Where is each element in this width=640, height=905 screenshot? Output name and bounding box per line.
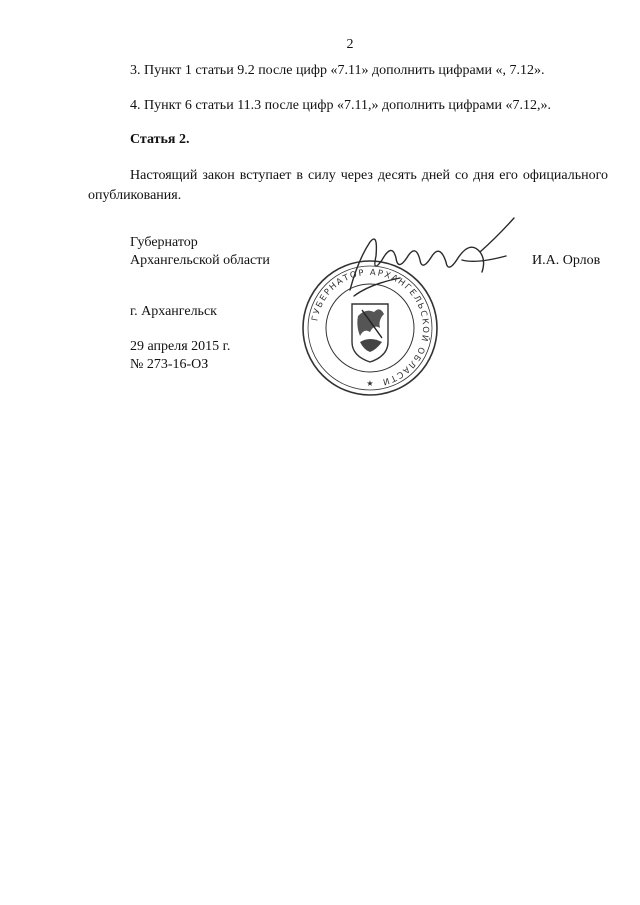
signing-place: г. Архангельск (130, 304, 217, 319)
handwritten-signature (330, 212, 530, 312)
amendment-item-3: 3. Пункт 1 статьи 9.2 после цифр «7.11» дополнить цифрами «, 7.12». (130, 63, 545, 78)
law-number: № 273-16-ОЗ (130, 357, 209, 372)
amendment-item-4: 4. Пункт 6 статьи 11.3 после цифр «7.11,» дополнить цифрами «7.12,». (130, 98, 551, 113)
seal-ring-text: ГУБЕРНАТОР АРХАНГЕЛЬСКОЙ ОБЛАСТИ (310, 267, 431, 387)
article-title: Статья 2. (130, 132, 190, 147)
coat-of-arms-icon (352, 304, 388, 362)
signer-position-line1: Губернатор (130, 235, 198, 250)
page-number: 2 (346, 37, 354, 52)
signer-name: И.А. Орлов (532, 253, 601, 268)
svg-text:★: ★ (366, 379, 374, 388)
article-text: Настоящий закон вступает в силу через десять дней со дня его официального опубликования. (88, 168, 608, 203)
signing-date: 29 апреля 2015 г. (130, 339, 231, 354)
signer-position-line2: Архангельской области (130, 253, 270, 268)
